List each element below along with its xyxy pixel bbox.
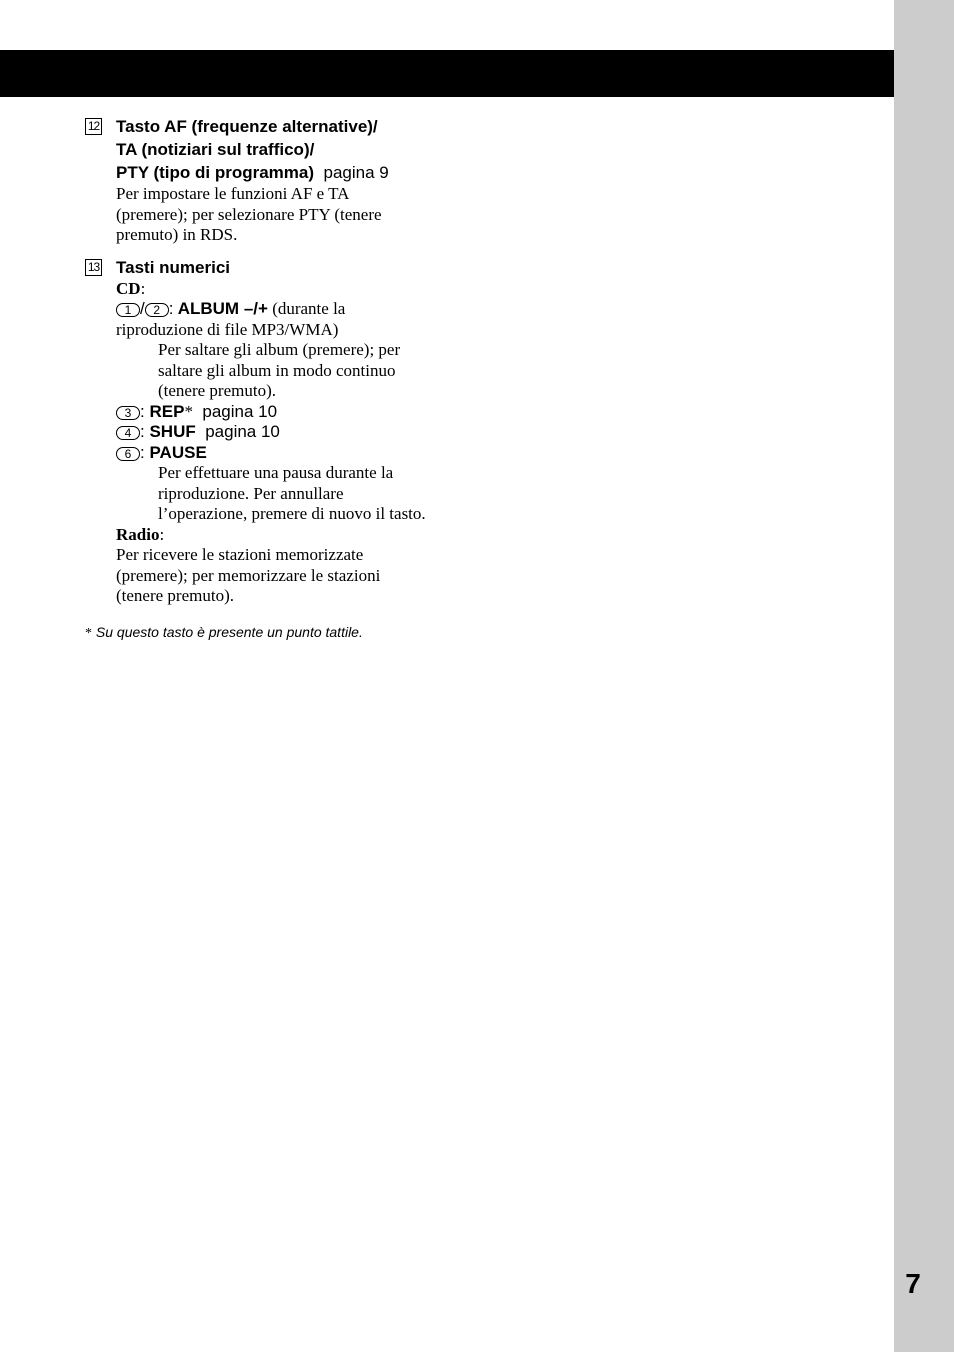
- cd-label: CD: [116, 278, 141, 298]
- item-13: [85, 256, 485, 607]
- item-12-heading-line-1: Tasto AF (frequenze alternative)/: [116, 117, 378, 136]
- rep-page-ref: pagina 10: [202, 401, 278, 421]
- rep-label: REP: [149, 401, 185, 421]
- rep-colon: :: [140, 401, 145, 421]
- key-3-icon: 3: [116, 406, 140, 420]
- album-note-line-2: riproduzione di file MP3/WMA): [116, 319, 339, 339]
- manual-content: [85, 115, 485, 643]
- pause-colon: :: [140, 442, 145, 462]
- shuf-line: [116, 422, 485, 443]
- shuf-colon: :: [140, 422, 145, 441]
- key-4-icon: 4: [116, 426, 140, 440]
- album-slash: /: [140, 299, 145, 318]
- album-note-1: (durante la: [272, 299, 346, 318]
- item-12-desc-line-3: premuto) in RDS.: [116, 225, 238, 244]
- item-13-heading: Tasti numerici: [116, 257, 230, 277]
- item-number-12: 12: [85, 118, 102, 135]
- footnote: [85, 623, 485, 643]
- cd-label-line: [116, 279, 485, 300]
- item-12: [85, 115, 485, 246]
- item-12-heading-pty: PTY (tipo di programma): [116, 163, 315, 182]
- pause-label: PAUSE: [149, 442, 207, 462]
- pause-line: [116, 443, 485, 464]
- item-12-desc-line-1: Per impostare le funzioni AF e TA: [116, 184, 350, 203]
- item-12-heading-line-3: [116, 161, 485, 184]
- album-desc-2: saltare gli album in modo continuo: [158, 360, 396, 380]
- rep-star: *: [184, 401, 193, 421]
- shuf-label: SHUF: [149, 422, 196, 441]
- item-12-desc-line-2: (premere); per selezionare PTY (tenere: [116, 204, 382, 224]
- footnote-text: Su questo tasto è presente un punto tattile.: [95, 623, 363, 640]
- radio-label-line: [116, 525, 485, 546]
- album-colon: :: [168, 299, 174, 318]
- spacer: [85, 246, 485, 256]
- pause-desc-1: Per effettuare una pausa durante la: [158, 463, 394, 482]
- rep-line: [116, 402, 485, 423]
- radio-colon: :: [159, 524, 165, 544]
- header-bar: [0, 50, 894, 97]
- shuf-page-ref: pagina 10: [205, 422, 280, 441]
- item-12-heading-line-2: TA (notiziari sul traffico)/: [116, 140, 315, 159]
- item-number-13: 13: [85, 259, 102, 276]
- item-12-page-ref: pagina 9: [323, 163, 389, 182]
- side-tab: [894, 0, 954, 1352]
- radio-desc-3: (tenere premuto).: [116, 586, 234, 605]
- radio-desc-1: Per ricevere le stazioni memorizzate: [116, 545, 364, 564]
- pause-desc-3: l’operazione, premere di nuovo il tasto.: [158, 504, 426, 523]
- cd-colon: :: [140, 278, 146, 298]
- key-6-icon: 6: [116, 447, 140, 461]
- album-label: ALBUM –/+: [177, 299, 268, 318]
- pause-desc-2: riproduzione. Per annullare: [158, 483, 344, 503]
- page-number: 7: [905, 1268, 921, 1299]
- footnote-star: *: [85, 625, 92, 641]
- album-desc-1: Per saltare gli album (premere); per: [158, 340, 401, 359]
- radio-label: Radio: [116, 524, 160, 544]
- key-1-icon: 1: [116, 303, 140, 317]
- album-line: [116, 299, 485, 320]
- key-2-icon: 2: [145, 303, 169, 317]
- album-desc-3: (tenere premuto).: [158, 381, 276, 400]
- radio-desc-2: (premere); per memorizzare le stazioni: [116, 565, 381, 585]
